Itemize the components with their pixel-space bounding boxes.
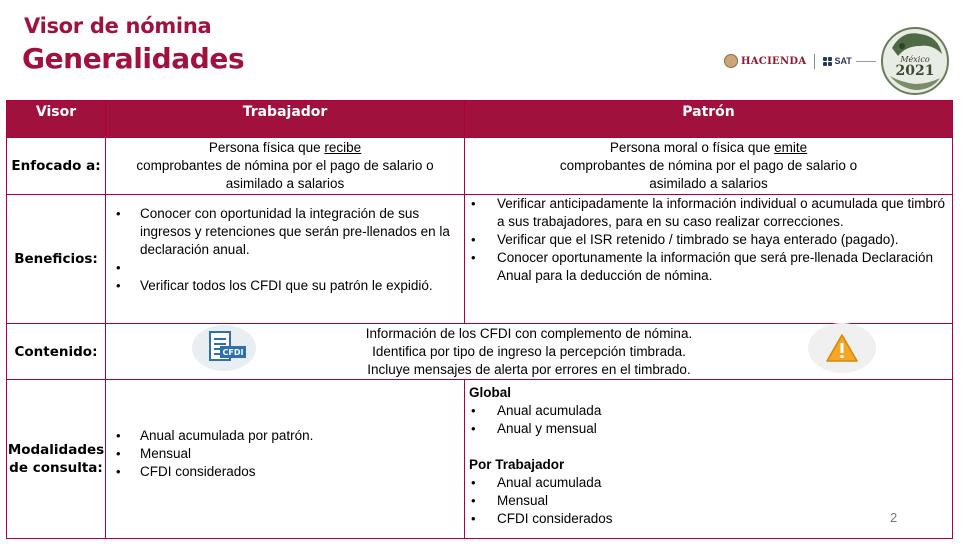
- list-item: • Anual y mensual: [465, 420, 946, 438]
- global-heading: Global: [469, 385, 512, 400]
- page-subtitle: Visor de nómina: [24, 14, 212, 38]
- contenido-text: Información de los CFDI con complemento de nómina. Identifica por tipo de ingreso la percepción timbrada. Incluye mensajes de alerta por errores en el timbrado.: [106, 324, 953, 380]
- list-item: • Verificar anticipadamente la información individual o acumulada que timbró a sus trabajadores, para en su caso realizar correcciones.: [465, 195, 946, 231]
- warning-icon: [808, 323, 876, 373]
- header-patron: Patrón: [465, 101, 953, 138]
- cfdi-document-icon: [192, 325, 256, 371]
- header-visor: Visor: [7, 101, 106, 138]
- sat-dots-icon: [823, 57, 832, 66]
- beneficios-patron: [465, 195, 953, 324]
- svg-text:2021: 2021: [895, 63, 935, 79]
- list-item: • Anual acumulada: [465, 474, 946, 492]
- list-item: • Verificar todos los CFDI que su patrón le expidió.: [108, 277, 456, 295]
- page-number: 2: [890, 510, 898, 525]
- table-row: [7, 195, 953, 324]
- row-label-beneficios: Beneficios:: [7, 195, 106, 324]
- list-item: • Mensual: [465, 492, 946, 510]
- row-label-modalidades: Modalidades de consulta:: [7, 380, 106, 539]
- table-row: [7, 380, 953, 539]
- list-item: • Anual acumulada: [465, 402, 946, 420]
- table-header-row: [7, 101, 953, 138]
- hacienda-logo: HACIENDA: [724, 54, 806, 68]
- enfocado-trabajador: Persona física que recibe comprobantes de nómina por el pago de salario o asimilado a salarios: [106, 138, 465, 195]
- list-item: • Mensual: [108, 445, 456, 463]
- list-item: • Conocer oportunamente la información que será pre-llenada Declaración Anual para la deducción de nómina.: [465, 249, 946, 285]
- list-item: • Anual acumulada por patrón.: [108, 427, 456, 445]
- list-item: • Verificar que el ISR retenido / timbrado se haya enterado (pagado).: [465, 231, 946, 249]
- header-trabajador: Trabajador: [106, 101, 465, 138]
- sat-logo: SAT: [823, 56, 875, 66]
- list-item: • Conocer con oportunidad la integración de sus ingresos y retenciones que serán pre-llenados en la declaración anual.: [108, 205, 456, 259]
- beneficios-trabajador: [106, 195, 465, 324]
- institution-logos: [724, 52, 876, 70]
- svg-text:México: México: [900, 55, 930, 64]
- svg-text:CFDI: CFDI: [222, 348, 244, 357]
- mexico-2021-emblem: [880, 26, 950, 96]
- modalidades-trabajador: [106, 380, 465, 539]
- enfocado-patron: Persona moral o física que emite comprobantes de nómina por el pago de salario o asimilado a salarios: [465, 138, 953, 195]
- list-item: • CFDI considerados: [108, 463, 456, 481]
- eagle-seal-icon: [724, 54, 738, 68]
- row-label-enfocado: Enfocado a:: [7, 138, 106, 195]
- page-title: Generalidades: [22, 42, 245, 75]
- row-label-contenido: Contenido:: [7, 324, 106, 380]
- overview-table: [6, 100, 953, 539]
- por-trabajador-heading: Por Trabajador: [469, 457, 565, 472]
- table-row: [7, 138, 953, 195]
- logo-divider: [814, 54, 815, 69]
- modalidades-patron: [465, 380, 953, 539]
- list-item: • CFDI considerados: [465, 510, 946, 528]
